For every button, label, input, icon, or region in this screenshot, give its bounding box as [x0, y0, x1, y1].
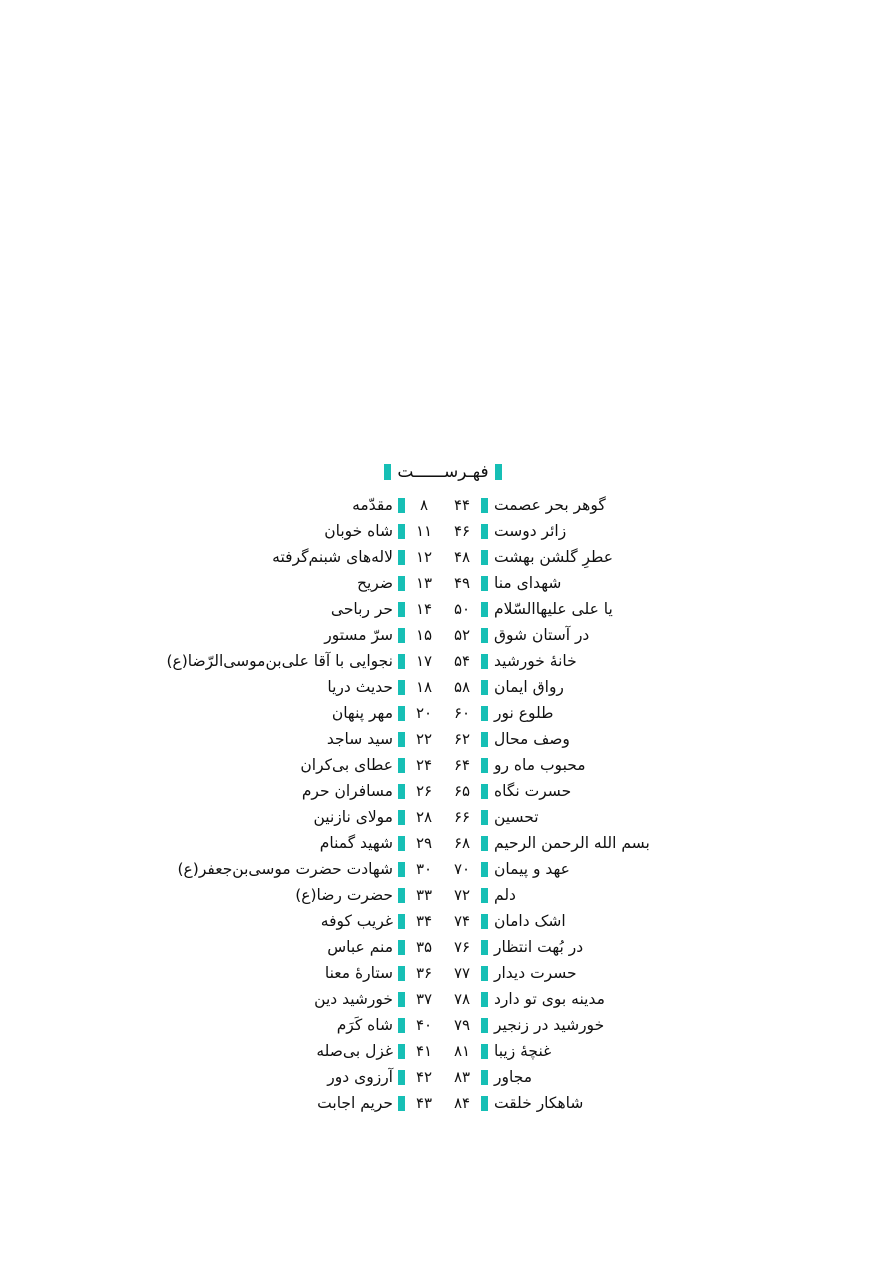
toc-entry[interactable] [216, 986, 443, 1012]
accent-bar-icon [481, 524, 488, 539]
accent-bar-icon [398, 654, 405, 669]
toc-entry[interactable] [216, 882, 443, 908]
accent-bar-icon [398, 1018, 405, 1033]
toc-entry-title: عطرِ گلشن بهشت [494, 548, 614, 566]
toc-column-left [443, 492, 670, 1116]
toc-entry-page: ۶۸ [453, 834, 471, 852]
accent-bar-icon [398, 758, 405, 773]
toc-entry[interactable] [443, 908, 670, 934]
toc-entry[interactable] [216, 622, 443, 648]
accent-bar-icon [481, 888, 488, 903]
toc-entry[interactable] [216, 492, 443, 518]
toc-entry[interactable] [443, 934, 670, 960]
accent-bar-icon [398, 940, 405, 955]
toc-entry[interactable] [216, 1090, 443, 1116]
toc-entry[interactable] [443, 570, 670, 596]
toc-entry-title: حدیث دریا [327, 678, 393, 696]
toc-entry-page: ۴۸ [453, 548, 471, 566]
accent-bar-icon [398, 524, 405, 539]
toc-entry-page: ۸۳ [453, 1068, 471, 1086]
toc-entry[interactable] [443, 1090, 670, 1116]
toc-entry[interactable] [443, 778, 670, 804]
toc-entry-page: ۷۶ [453, 938, 471, 956]
accent-bar-icon [398, 836, 405, 851]
accent-bar-icon [398, 862, 405, 877]
accent-bar-icon [398, 628, 405, 643]
accent-bar-icon [481, 914, 488, 929]
accent-bar-icon [481, 992, 488, 1007]
toc-entry-page: ۶۰ [453, 704, 471, 722]
toc-entry-page: ۵۰ [453, 600, 471, 618]
toc-entry-title: آرزوی دور [327, 1068, 393, 1086]
toc-entry[interactable] [443, 856, 670, 882]
accent-bar-icon [481, 576, 488, 591]
toc-entry[interactable] [216, 804, 443, 830]
accent-bar-icon [398, 680, 405, 695]
toc-entry-page: ۱۷ [415, 652, 433, 670]
toc-entry-page: ۳۳ [415, 886, 433, 904]
toc-entry[interactable] [443, 518, 670, 544]
toc-entry-page: ۳۶ [415, 964, 433, 982]
toc-entry-page: ۲۸ [415, 808, 433, 826]
toc-entry-page: ۱۲ [415, 548, 433, 566]
accent-bar-icon [481, 1044, 488, 1059]
accent-bar-icon [481, 1018, 488, 1033]
accent-bar-icon [481, 784, 488, 799]
toc-entry-page: ۵۲ [453, 626, 471, 644]
toc-entry-page: ۸۱ [453, 1042, 471, 1060]
toc-entry-title: شهدای منا [494, 574, 562, 592]
toc-entry[interactable] [216, 830, 443, 856]
toc-entry[interactable] [443, 596, 670, 622]
toc-entry[interactable] [443, 804, 670, 830]
toc-entry-page: ۷۲ [453, 886, 471, 904]
accent-bar-icon [398, 914, 405, 929]
toc-entry-page: ۶۲ [453, 730, 471, 748]
page-title: فهـرســــــت [397, 462, 489, 482]
accent-bar-icon [481, 1096, 488, 1111]
toc-entry-title: غریب کوفه [320, 912, 393, 930]
toc-entry[interactable] [216, 934, 443, 960]
toc-entry[interactable] [443, 986, 670, 1012]
accent-bar-icon [398, 784, 405, 799]
accent-bar-icon [495, 464, 502, 480]
toc-entry-page: ۵۸ [453, 678, 471, 696]
toc-entry-page: ۱۸ [415, 678, 433, 696]
toc-entry-title: غزل بی‌صله [316, 1042, 393, 1060]
accent-bar-icon [481, 1070, 488, 1085]
accent-bar-icon [398, 732, 405, 747]
accent-bar-icon [481, 810, 488, 825]
toc-entry-title: مدینه بوی تو دارد [494, 990, 605, 1008]
toc-entry[interactable] [216, 596, 443, 622]
toc-entry-title: شاهکار خلقت [494, 1094, 584, 1112]
toc-entry-page: ۳۰ [415, 860, 433, 878]
toc-entry-title: منم عباس [327, 938, 393, 956]
toc-entry[interactable] [443, 752, 670, 778]
accent-bar-icon [398, 1070, 405, 1085]
toc-entry-title: حضرت رضا(ع) [295, 886, 393, 904]
toc-entry[interactable] [216, 518, 443, 544]
toc-entry[interactable] [216, 570, 443, 596]
accent-bar-icon [481, 940, 488, 955]
accent-bar-icon [398, 576, 405, 591]
accent-bar-icon [481, 966, 488, 981]
toc-entry[interactable] [166, 648, 443, 674]
toc-entry[interactable] [216, 908, 443, 934]
toc-entry[interactable] [443, 960, 670, 986]
toc-entry-page: ۳۵ [415, 938, 433, 956]
toc-entry-page: ۱۵ [415, 626, 433, 644]
toc-entry[interactable] [443, 700, 670, 726]
toc-entry[interactable] [216, 674, 443, 700]
toc-entry-page: ۵۴ [453, 652, 471, 670]
toc-entry-page: ۳۷ [415, 990, 433, 1008]
toc-entry[interactable] [443, 674, 670, 700]
toc-entry-title: عطای بی‌کران [300, 756, 393, 774]
toc-entry-page: ۴۹ [453, 574, 471, 592]
accent-bar-icon [481, 732, 488, 747]
toc-entry-title: ستارهٔ معنا [324, 964, 393, 982]
accent-bar-icon [481, 862, 488, 877]
toc-entry-title: طلوع نور [494, 704, 554, 722]
toc-entry-page: ۱۴ [415, 600, 433, 618]
toc-entry[interactable] [216, 1064, 443, 1090]
accent-bar-icon [481, 706, 488, 721]
toc-entry[interactable] [443, 492, 670, 518]
toc-entry-title: خورشید در زنجیر [494, 1016, 605, 1034]
toc-entry-title: در بُهت انتظار [494, 938, 584, 956]
toc-entry-title: شاه خوبان [324, 522, 393, 540]
accent-bar-icon [481, 498, 488, 513]
accent-bar-icon [481, 628, 488, 643]
toc-entry-page: ۴۶ [453, 522, 471, 540]
toc-entry-title: شهید گمنام [319, 834, 393, 852]
toc-entry[interactable] [443, 830, 670, 856]
toc-entry-title: نجوایی با آقا علی‌بن‌موسی‌الرّضا(ع) [166, 652, 393, 670]
accent-bar-icon [398, 550, 405, 565]
accent-bar-icon [398, 498, 405, 513]
accent-bar-icon [398, 992, 405, 1007]
toc-entry-title: حسرت دیدار [494, 964, 577, 982]
toc-entry-page: ۴۲ [415, 1068, 433, 1086]
toc-entry-page: ۶۵ [453, 782, 471, 800]
toc-entry[interactable] [216, 544, 443, 570]
toc-entry[interactable] [443, 1012, 670, 1038]
toc-entry-title: مجاور [494, 1068, 533, 1086]
accent-bar-icon [398, 1096, 405, 1111]
accent-bar-icon [481, 602, 488, 617]
toc-entry-page: ۶۶ [453, 808, 471, 826]
accent-bar-icon [481, 654, 488, 669]
toc-entry-page: ۷۰ [453, 860, 471, 878]
toc-entry-title: دلم [494, 886, 516, 904]
toc-entry-page: ۴۱ [415, 1042, 433, 1060]
toc-entry[interactable] [216, 1038, 443, 1064]
accent-bar-icon [481, 680, 488, 695]
accent-bar-icon [384, 464, 391, 480]
toc-entry[interactable] [443, 1064, 670, 1090]
toc-entry-title: وصف محال [494, 730, 570, 748]
toc-entry-title: لاله‌های شبنم‌گرفته [272, 548, 393, 566]
accent-bar-icon [398, 810, 405, 825]
toc-entry[interactable] [443, 726, 670, 752]
toc-column-right [166, 492, 443, 1116]
toc-entry-page: ۷۴ [453, 912, 471, 930]
toc-entry[interactable] [443, 648, 670, 674]
accent-bar-icon [398, 966, 405, 981]
toc-entry-page: ۴۴ [453, 496, 471, 514]
toc-entry-page: ۸۴ [453, 1094, 471, 1112]
toc-entry[interactable] [216, 960, 443, 986]
toc-entry[interactable] [216, 752, 443, 778]
toc-entry-title: مولای نازنین [313, 808, 393, 826]
toc-entry-page: ۲۹ [415, 834, 433, 852]
accent-bar-icon [481, 758, 488, 773]
accent-bar-icon [398, 888, 405, 903]
toc-entry-title: مقدّمه [352, 496, 393, 514]
toc-entry-page: ۲۴ [415, 756, 433, 774]
toc-entry-title: حر رباحی [330, 600, 393, 618]
accent-bar-icon [398, 706, 405, 721]
toc-entry-title: زائر دوست [494, 522, 567, 540]
toc-entry-title: شاه کَرَم [336, 1016, 393, 1034]
toc-entry-title: شهادت حضرت موسی‌بن‌جعفر(ع) [177, 860, 393, 878]
toc-entry-title: اشک دامان [494, 912, 566, 930]
toc-title-row [0, 462, 886, 482]
toc-entry-page: ۱۳ [415, 574, 433, 592]
toc-entry[interactable] [177, 856, 443, 882]
toc-entry-page: ۳۴ [415, 912, 433, 930]
toc-entry-title: مسافران حرم [301, 782, 393, 800]
toc-entry-title: خورشید دین [314, 990, 393, 1008]
toc-entry-page: ۲۶ [415, 782, 433, 800]
toc-entry-page: ۱۱ [415, 522, 433, 540]
toc-entry[interactable] [443, 1038, 670, 1064]
accent-bar-icon [398, 602, 405, 617]
toc-entry[interactable] [216, 778, 443, 804]
toc-entry-page: ۲۰ [415, 704, 433, 722]
accent-bar-icon [398, 1044, 405, 1059]
toc-entry-title: بسم الله الرحمن الرحیم [494, 834, 650, 852]
toc-entry-title: عهد و پیمان [494, 860, 570, 878]
toc-entry-title: ضریح [356, 574, 393, 592]
toc-entry-title: گوهر بحر عصمت [494, 496, 606, 514]
toc-entry[interactable] [443, 544, 670, 570]
toc-entry[interactable] [443, 882, 670, 908]
toc-entry[interactable] [443, 622, 670, 648]
toc-entry-title: محبوب ماه رو [494, 756, 586, 774]
toc-entry-page: ۷۸ [453, 990, 471, 1008]
toc-entry-title: حریم اجابت [317, 1094, 393, 1112]
toc-entry-title: سید ساجد [326, 730, 393, 748]
toc-columns [0, 492, 886, 1116]
toc-entry-page: ۲۲ [415, 730, 433, 748]
toc-entry[interactable] [216, 1012, 443, 1038]
toc-entry[interactable] [216, 726, 443, 752]
toc-entry-title: یا علی علیهاالسّلام [494, 600, 613, 618]
toc-entry-title: رواق ایمان [494, 678, 564, 696]
accent-bar-icon [481, 836, 488, 851]
toc-entry-title: مهر پنهان [331, 704, 393, 722]
toc-entry-title: حسرت نگاه [494, 782, 572, 800]
toc-entry-page: ۷۷ [453, 964, 471, 982]
toc-entry-title: غنچهٔ زیبا [494, 1042, 552, 1060]
toc-entry-title: خانهٔ خورشید [494, 652, 577, 670]
accent-bar-icon [481, 550, 488, 565]
toc-entry-page: ۴۰ [415, 1016, 433, 1034]
toc-entry-title: در آستان شوق [494, 626, 590, 644]
toc-entry-page: ۸ [419, 496, 429, 514]
toc-entry-page: ۷۹ [453, 1016, 471, 1034]
toc-entry-title: تحسین [494, 808, 539, 826]
toc-entry[interactable] [216, 700, 443, 726]
toc-entry-title: سرّ مستور [324, 626, 393, 644]
toc-entry-page: ۴۳ [415, 1094, 433, 1112]
toc-entry-page: ۶۴ [453, 756, 471, 774]
